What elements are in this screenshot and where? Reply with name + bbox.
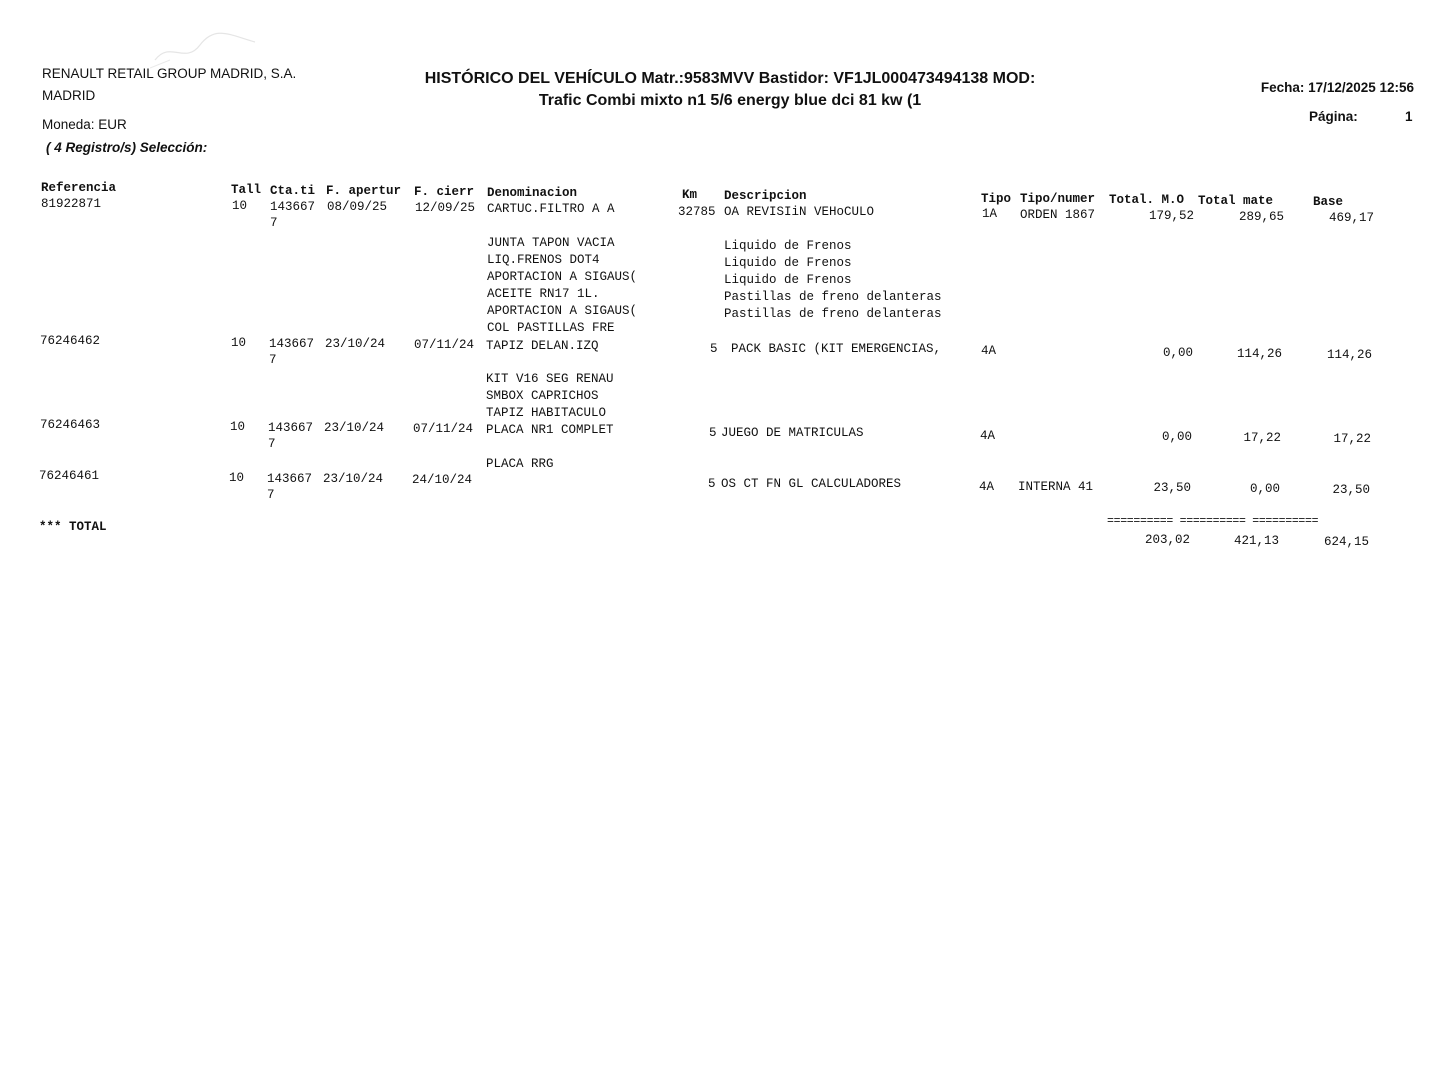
- totals-separator: ========== ========== ==========: [1107, 515, 1319, 528]
- record-total-mate: 17,22: [1243, 431, 1281, 445]
- record-cierre: 24/10/24: [412, 473, 473, 487]
- record-km: 5: [710, 342, 718, 356]
- record-denominacion: PLACA RRG: [486, 457, 554, 471]
- col-referencia: Referencia: [41, 181, 117, 195]
- record-tall: 10: [232, 199, 248, 213]
- col-cierre: F. cierr: [414, 185, 475, 199]
- record-denominacion: ACEITE RN17 1L.: [487, 287, 600, 301]
- col-cta: Cta.ti: [270, 184, 316, 198]
- record-tipo: 1A: [982, 207, 998, 221]
- title-line-1: HISTÓRICO DEL VEHÍCULO Matr.:9583MVV Bastidor: VF1JL000473494138 MOD:: [424, 70, 1036, 87]
- total-base-sum: 624,15: [1323, 535, 1369, 549]
- total-mate-sum: 421,13: [1233, 534, 1279, 548]
- record-apertura: 23/10/24: [325, 337, 386, 351]
- col-base: Base: [1313, 195, 1344, 209]
- record-denominacion: SMBOX CAPRICHOS: [486, 389, 599, 403]
- record-denominacion: KIT V16 SEG RENAU: [486, 372, 614, 386]
- col-km: Km: [682, 188, 698, 202]
- company-city: MADRID: [42, 88, 96, 103]
- record-total-mo: 23,50: [1153, 481, 1191, 495]
- record-denominacion: TAPIZ HABITACULO: [486, 406, 607, 420]
- record-base: 114,26: [1326, 348, 1372, 362]
- record-descripcion: Liquido de Frenos: [724, 239, 852, 253]
- record-total-mo: 0,00: [1161, 430, 1192, 444]
- record-km: 32785: [678, 205, 716, 219]
- record-km: 5: [708, 477, 716, 491]
- record-descripcion: JUEGO DE MATRICULAS: [721, 426, 864, 440]
- record-cierre: 12/09/25: [415, 201, 476, 215]
- record-descripcion: OS CT FN GL CALCULADORES: [721, 477, 902, 491]
- record-descripcion: Pastillas de freno delanteras: [724, 290, 942, 304]
- record-base: 469,17: [1328, 211, 1374, 225]
- record-cta-cont: 7: [268, 437, 276, 451]
- col-total-mo: Total. M.O: [1109, 193, 1185, 207]
- page-label: Página:: [1309, 109, 1358, 124]
- record-descripcion: Liquido de Frenos: [724, 273, 852, 287]
- record-total-mate: 0,00: [1249, 482, 1280, 496]
- record-denominacion: APORTACION A SIGAUS(: [487, 304, 638, 318]
- col-tall: Tall: [231, 183, 262, 197]
- record-total-mate: 114,26: [1236, 347, 1282, 361]
- record-descripcion: PACK BASIC (KIT EMERGENCIAS,: [731, 342, 942, 356]
- record-tall: 10: [229, 471, 245, 485]
- record-descripcion: Pastillas de freno delanteras: [724, 307, 942, 321]
- record-denominacion: LIQ.FRENOS DOT4: [487, 253, 600, 267]
- total-label: *** TOTAL: [39, 520, 107, 534]
- col-apertura: F. apertur: [326, 184, 402, 198]
- record-cta-cont: 7: [269, 353, 277, 367]
- selection-label: ( 4 Registro/s) Selección:: [46, 140, 208, 155]
- record-apertura: 08/09/25: [327, 200, 388, 214]
- record-cierre: 07/11/24: [414, 338, 475, 352]
- record-denominacion: TAPIZ DELAN.IZQ: [486, 339, 599, 353]
- total-mo-sum: 203,02: [1144, 533, 1190, 547]
- record-tipo: 4A: [981, 344, 997, 358]
- record-tall: 10: [230, 420, 246, 434]
- record-tall: 10: [231, 336, 247, 350]
- record-apertura: 23/10/24: [324, 421, 385, 435]
- title-line-2: Trafic Combi mixto n1 5/6 energy blue dci 81 kw (1: [538, 92, 922, 109]
- col-total-mate: Total mate: [1198, 194, 1274, 208]
- record-cta-cont: 7: [267, 488, 275, 502]
- col-tipo: Tipo: [981, 192, 1012, 206]
- record-cta-cont: 7: [270, 216, 278, 230]
- record-referencia: 76246461: [39, 469, 100, 483]
- record-denominacion: APORTACION A SIGAUS(: [487, 270, 638, 284]
- record-km: 5: [709, 426, 717, 440]
- record-cta: 143667: [269, 337, 315, 351]
- record-denominacion: CARTUC.FILTRO A A: [487, 202, 615, 216]
- record-tipo: 4A: [979, 480, 995, 494]
- col-tipo-numero: Tipo/numer: [1020, 192, 1096, 206]
- record-tipo-numero: ORDEN 1867: [1020, 208, 1096, 222]
- record-denominacion: JUNTA TAPON VACIA: [487, 236, 615, 250]
- signature-scribble: [150, 30, 260, 70]
- record-total-mo: 0,00: [1162, 346, 1193, 360]
- record-total-mo: 179,52: [1148, 209, 1194, 223]
- record-descripcion: OA REVISIiN VEHoCULO: [724, 205, 875, 219]
- record-denominacion: PLACA NR1 COMPLET: [486, 423, 614, 437]
- print-date: Fecha: 17/12/2025 12:56: [1260, 80, 1414, 95]
- record-base: 23,50: [1332, 483, 1370, 497]
- record-base: 17,22: [1333, 432, 1371, 446]
- record-cta: 143667: [268, 421, 314, 435]
- document-title: [380, 68, 1080, 112]
- col-denominacion: Denominacion: [487, 186, 578, 200]
- record-descripcion: Liquido de Frenos: [724, 256, 852, 270]
- page-number: 1: [1405, 109, 1413, 124]
- record-referencia: 76246463: [40, 418, 101, 432]
- record-referencia: 76246462: [40, 334, 101, 348]
- record-cta: 143667: [267, 472, 313, 486]
- currency-label: Moneda: EUR: [42, 117, 127, 132]
- record-referencia: 81922871: [41, 197, 102, 211]
- record-tipo-numero: INTERNA 41: [1018, 480, 1094, 494]
- record-apertura: 23/10/24: [323, 472, 384, 486]
- record-denominacion: COL PASTILLAS FRE: [487, 321, 615, 335]
- company-name: RENAULT RETAIL GROUP MADRID, S.A.: [42, 66, 297, 81]
- record-cta: 143667: [270, 200, 316, 214]
- record-tipo: 4A: [980, 429, 996, 443]
- col-descripcion: Descripcion: [724, 189, 807, 203]
- record-cierre: 07/11/24: [413, 422, 474, 436]
- record-total-mate: 289,65: [1238, 210, 1284, 224]
